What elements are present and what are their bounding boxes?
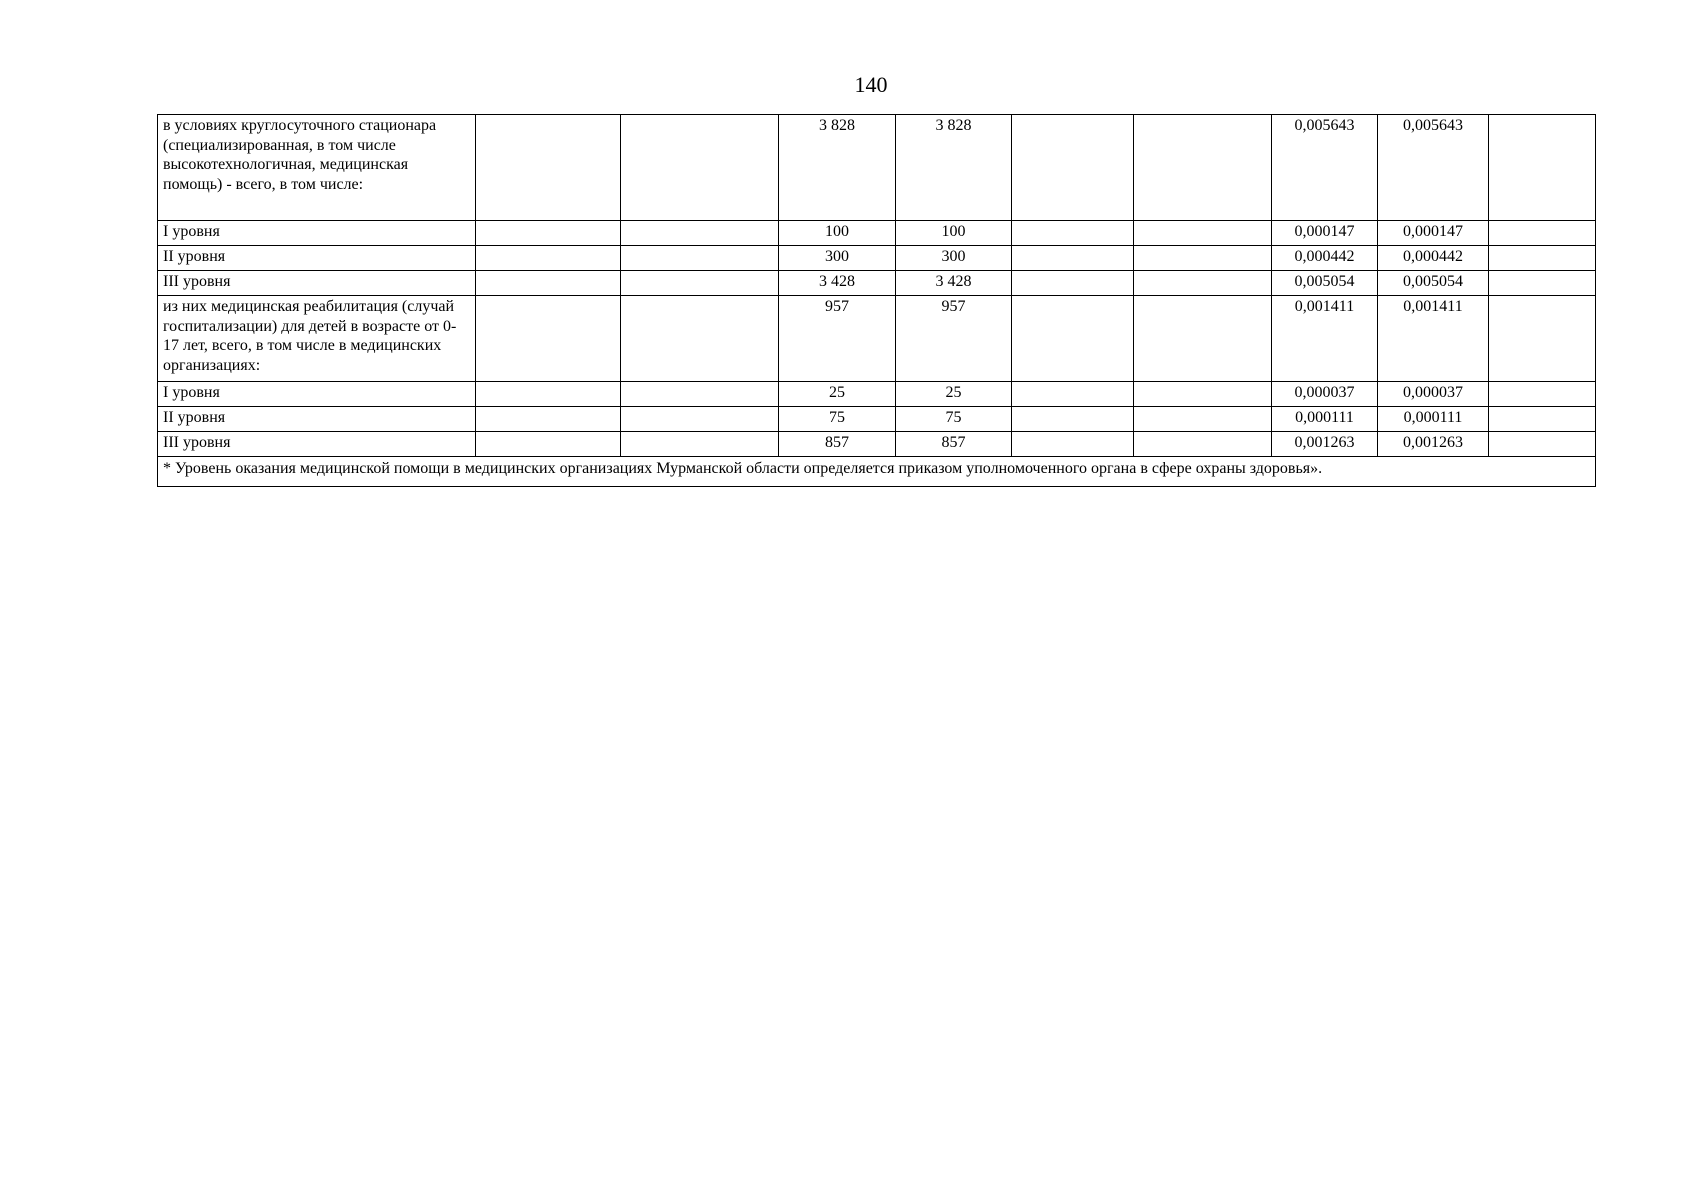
table-row: [158, 407, 1596, 432]
row-label: в условиях круглосуточного стационара (специализированная, в том числе высокотехнологичная, медицинская помощь) - всего, в том числе:: [158, 115, 476, 221]
table-cell: [1012, 407, 1134, 432]
table-cell: [621, 407, 779, 432]
row-label: из них медицинская реабилитация (случай госпитализации) для детей в возрасте от 0-17 лет, всего, в том числе в медицинских организациях:: [158, 296, 476, 382]
table-cell: 0,001263: [1272, 432, 1378, 457]
table-cell: [1489, 382, 1596, 407]
table-cell: [1134, 296, 1272, 382]
table-cell: [476, 115, 621, 221]
table-cell: [1134, 432, 1272, 457]
table-cell: [621, 221, 779, 246]
table-cell: 0,000037: [1378, 382, 1489, 407]
table-cell: [1489, 432, 1596, 457]
table-cell: 100: [896, 221, 1012, 246]
table-cell: 0,000111: [1272, 407, 1378, 432]
table-cell: 75: [779, 407, 896, 432]
table-cell: 857: [896, 432, 1012, 457]
table-row: [158, 296, 1596, 382]
table-row: [158, 382, 1596, 407]
table-cell: [1489, 407, 1596, 432]
table-cell: [476, 246, 621, 271]
table-cell: [1489, 246, 1596, 271]
table-cell: 3 828: [779, 115, 896, 221]
table-cell: [1134, 382, 1272, 407]
table-cell: [1134, 221, 1272, 246]
table-cell: 0,005054: [1272, 271, 1378, 296]
table-cell: 0,001411: [1272, 296, 1378, 382]
table-cell: 300: [896, 246, 1012, 271]
row-label: I уровня: [158, 382, 476, 407]
row-label: III уровня: [158, 432, 476, 457]
table-cell: [1134, 246, 1272, 271]
table-cell: [476, 382, 621, 407]
table-cell: [1134, 115, 1272, 221]
table-cell: 957: [896, 296, 1012, 382]
table-cell: [476, 432, 621, 457]
table-cell: [1012, 271, 1134, 296]
table-cell: [621, 271, 779, 296]
row-label: I уровня: [158, 221, 476, 246]
table-cell: [1012, 115, 1134, 221]
table-cell: 0,000037: [1272, 382, 1378, 407]
table-cell: [1134, 407, 1272, 432]
table-cell: 3 428: [779, 271, 896, 296]
table-cell: [476, 407, 621, 432]
table-cell: [476, 296, 621, 382]
row-label: II уровня: [158, 246, 476, 271]
table-cell: 0,005054: [1378, 271, 1489, 296]
row-label: II уровня: [158, 407, 476, 432]
table-cell: 300: [779, 246, 896, 271]
table-cell: [1489, 115, 1596, 221]
table-cell: [1489, 296, 1596, 382]
table-cell: [1012, 221, 1134, 246]
table-row: [158, 221, 1596, 246]
table-cell: [1012, 246, 1134, 271]
table-cell: 3 828: [896, 115, 1012, 221]
table-cell: [621, 246, 779, 271]
table-row: [158, 246, 1596, 271]
table-cell: [621, 296, 779, 382]
table-cell: 0,000147: [1378, 221, 1489, 246]
footnote-row: [158, 457, 1596, 487]
table-cell: 0,000111: [1378, 407, 1489, 432]
table-row: [158, 271, 1596, 296]
table-cell: [1489, 221, 1596, 246]
table-cell: [621, 432, 779, 457]
table-cell: 100: [779, 221, 896, 246]
table-cell: 0,000442: [1378, 246, 1489, 271]
table-cell: 957: [779, 296, 896, 382]
table-cell: [621, 115, 779, 221]
table-cell: 75: [896, 407, 1012, 432]
table-cell: [1012, 432, 1134, 457]
table-cell: 0,001411: [1378, 296, 1489, 382]
table-cell: [1489, 271, 1596, 296]
table-cell: 25: [896, 382, 1012, 407]
table-cell: [476, 221, 621, 246]
table-cell: [1012, 382, 1134, 407]
table-cell: 0,005643: [1272, 115, 1378, 221]
table-cell: [1012, 296, 1134, 382]
table-cell: [1134, 271, 1272, 296]
page-number: 140: [854, 72, 888, 97]
row-label: III уровня: [158, 271, 476, 296]
table-cell: [621, 382, 779, 407]
table-cell: 0,000147: [1272, 221, 1378, 246]
footnote: * Уровень оказания медицинской помощи в медицинских организациях Мурманской области определяется приказом уполномоченного органа в сфере охраны здоровья».: [158, 457, 1596, 487]
table-cell: 857: [779, 432, 896, 457]
table-cell: [476, 271, 621, 296]
table-row: [158, 115, 1596, 221]
data-table: [157, 114, 1596, 487]
table-cell: 0,005643: [1378, 115, 1489, 221]
table-cell: 25: [779, 382, 896, 407]
table-row: [158, 432, 1596, 457]
table-cell: 0,001263: [1378, 432, 1489, 457]
table-cell: 3 428: [896, 271, 1012, 296]
table-cell: 0,000442: [1272, 246, 1378, 271]
